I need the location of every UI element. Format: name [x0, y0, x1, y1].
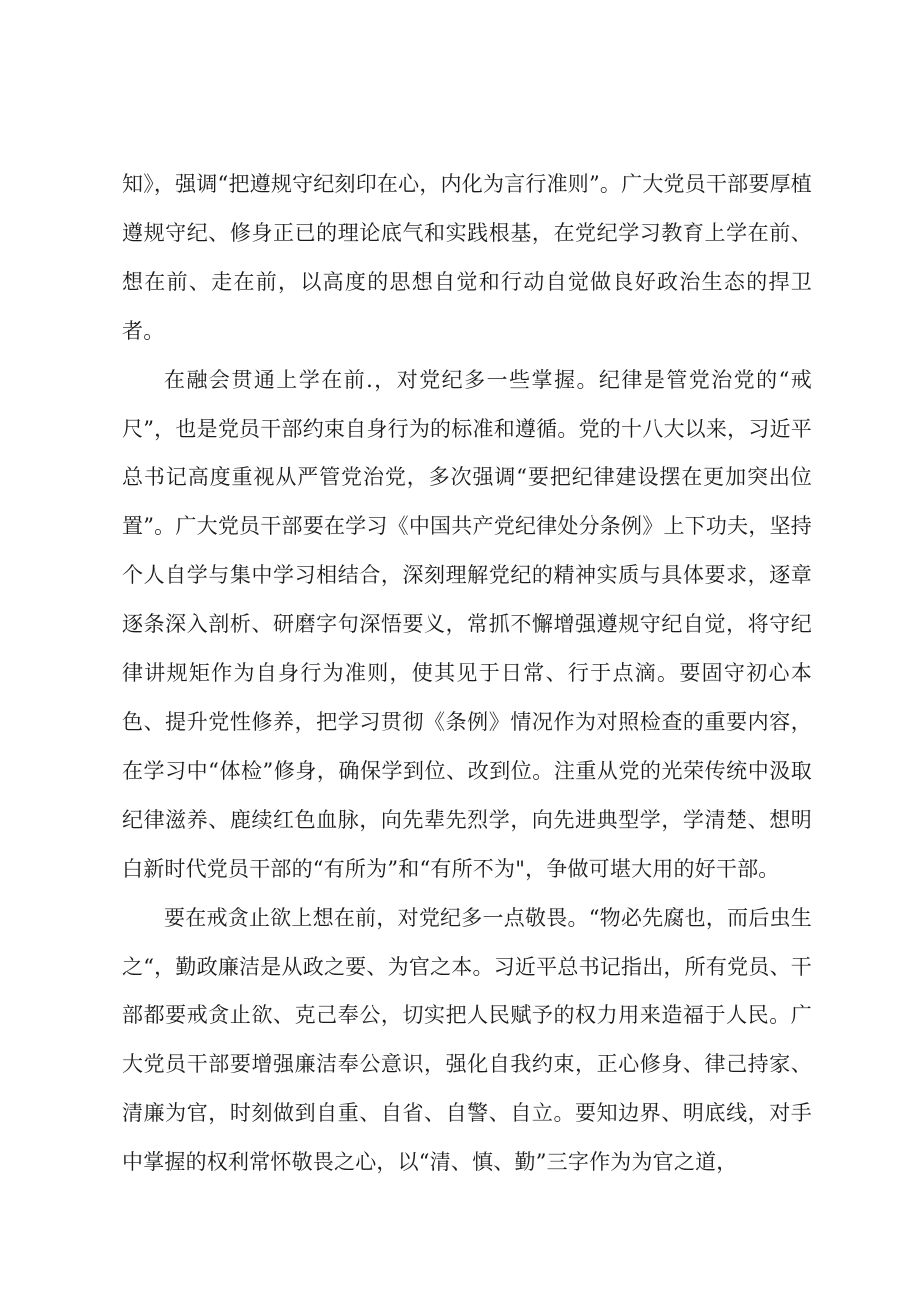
document-body [122, 160, 812, 1187]
paragraph-1: 知》，强调“把遵规守纪刻印在心，内化为言行准则”。广大党员干部要厚植遵规守纪、修身正已的理论底气和实践根基，在党纪学习教育上学在前、想在前、走在前，以高度的思想自觉和行动自觉做良好政治生态的捍卫者。 [122, 172, 812, 343]
paragraph-2: 在融会贯通上学在前.，对党纪多一些掌握。纪律是管党治党的“戒尺”，也是党员干部约束自身行为的标准和遵循。党的十八大以来，习近平总书记高度重视从严管党治党，多次强调“要把纪律建设摆在更加突出位置”。广大党员干部要在学习《中国共产党纪律处分条例》上下功夫，坚持个人自学与集中学习相结合，深刻理解党纪的精神实质与具体要求，逐章逐条深入剖析、研磨字句深悟要义，常抓不懈增强遵规守纪自觉，将守纪律讲规矩作为自身行为准则，使其见于日常、行于点滴。要固守初心本色、提升党性修养，把学习贯彻《条例》情况作为对照检查的重要内容，在学习中“体检”修身，确保学到位、改到位。注重从党的光荣传统中汲取纪律滋养、鹿续红色血脉，向先辈先烈学，向先进典型学，学清楚、想明白新时代党员干部的“有所为”和“有所不为"，争做可堪大用的好干部。 [122, 367, 812, 881]
paragraph-3: 要在戒贪止欲上想在前，对党纪多一点敬畏。“物必先腐也，而后虫生之“，勤政廉洁是从政之要、为官之本。习近平总书记指出，所有党员、干部都要戒贪止欲、克己奉公，切实把人民赋予的权力用来造福于人民。广大党员干部要增强廉洁奉公意识，强化自我约束，正心修身、律己持家、清廉为官，时刻做到自重、自省、自警、自立。要知边界、明底线，对手中掌握的权利常怀敬畏之心，以“清、慎、勤”三字作为为官之道， [122, 905, 812, 1175]
